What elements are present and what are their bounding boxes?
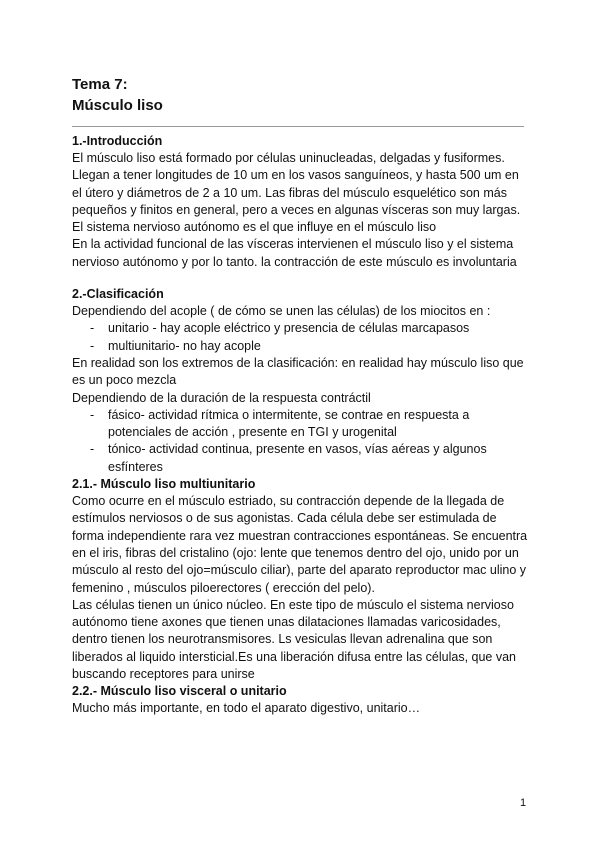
section-heading-clasificacion: 2.-Clasificación xyxy=(72,287,164,302)
section-heading-introduccion: 1.-Introducción xyxy=(72,134,163,148)
list-item: - unitario - hay acople eléctrico y presencia de células marcapasos xyxy=(72,320,528,337)
acople-list xyxy=(72,320,528,355)
intro-paragraph-1: El músculo liso está formado por células uninucleadas, delgadas y fusiformes. Llegan a tener longitudes de 10 um en los vasos sanguíneos, y hasta 500 um en el útero y diámetros de 2 a 10 um. Las fibras del músculo esquelético son más pequeños y finitos en general, pero a veces en algunas vísceras son muy largas. xyxy=(72,151,521,217)
respuesta-list xyxy=(72,407,528,476)
document-page xyxy=(72,74,528,718)
clasificacion-duracion: Dependiendo de la duración de la respuesta contráctil xyxy=(72,390,371,405)
list-item: - multiunitario- no hay acople xyxy=(72,338,528,355)
page-number: 1 xyxy=(520,797,527,809)
multiunitario-paragraph-1: Como ocurre en el músculo estriado, su contracción depende de la llegada de estímulos nerviosos o de sus agonistas. Cada célula debe ser estimulada de forma independiente rara vez muestran contracciones espontáneas. Se encuentra en el iris, fibras del cristalino (ojo: lente que tenemos dentro del ojo, unido por un músculo al resto del ojo=músculo ciliar), parte del aparato reproductor mac ulino y femenino , músculos piloerectores ( erección del pelo). xyxy=(72,494,528,595)
section-heading-multiunitario: 2.1.- Músculo liso multiunitario xyxy=(72,477,256,492)
intro-paragraph-2: El sistema nervioso autónomo es el que influye en el músculo liso xyxy=(72,220,437,235)
multiunitario-paragraph-2: Las células tienen un único núcleo. En este tipo de músculo el sistema nervioso autónomo tiene axones que tienen unas dilataciones llamadas varicosidades, dentro tienen los neurotransmisores. Ls vesiculas llevan adrenalina que son liberados al liquido intersticial.Es una liberación difusa entre las células, que van buscando receptores para unirse xyxy=(72,597,517,682)
list-item: - fásico- actividad rítmica o intermitente, se contrae en respuesta a potenciales de acción , presente en TGI y urogenital xyxy=(72,407,528,442)
clasificacion-note: En realidad son los extremos de la clasificación: en realidad hay músculo liso que es un poco mezcla xyxy=(72,355,524,388)
section-heading-visceral: 2.2.- Músculo liso visceral o unitario xyxy=(72,684,287,699)
document-title-line-1: Tema 7: xyxy=(72,76,128,93)
document-title-line-2: Músculo liso xyxy=(72,97,163,114)
intro-paragraph-3: En la actividad funcional de las vísceras intervienen el músculo liso y el sistema nervioso autónomo y por lo tanto. la contracción de este músculo es involuntaria xyxy=(72,237,517,269)
title-divider xyxy=(72,126,524,127)
clasificacion-intro: Dependiendo del acople ( de cómo se unen las células) de los miocitos en : xyxy=(72,304,491,319)
section-spacer xyxy=(72,271,528,286)
list-item: - tónico- actividad continua, presente en vasos, vías aéreas y algunos esfínteres xyxy=(72,441,528,476)
visceral-paragraph: Mucho más importante, en todo el aparato digestivo, unitario… xyxy=(72,701,421,716)
